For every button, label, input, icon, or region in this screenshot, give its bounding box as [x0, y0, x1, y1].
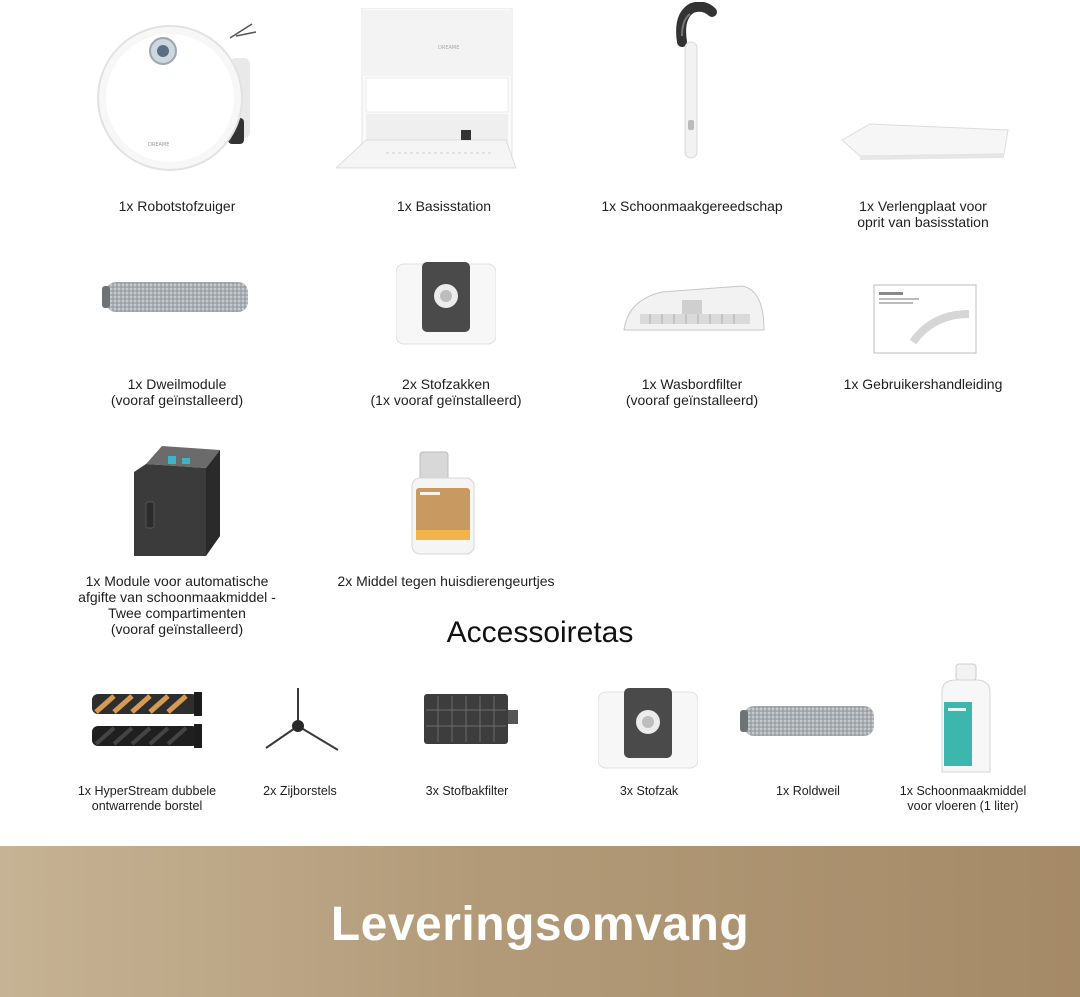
item-caption-extension-plate	[793, 198, 1053, 230]
pet-odor-bottle-image	[410, 450, 476, 556]
washboard-filter-image	[622, 282, 766, 334]
caption-line: (vooraf geïnstalleerd)	[625, 392, 759, 408]
caption-line: 2x Middel tegen huisdierengeurtjes	[337, 573, 555, 589]
dust-bag-accessory-image	[598, 688, 698, 770]
caption-line: 1x Roldweil	[776, 784, 840, 798]
caption-line: ontwarrende borstel	[91, 799, 203, 813]
item-caption-mop-module	[47, 376, 307, 408]
roller-mop-image	[740, 704, 878, 738]
caption-line: Twee compartimenten	[108, 605, 246, 621]
caption-line: (1x vooraf geïnstalleerd)	[370, 392, 522, 408]
dual-brush-image	[86, 690, 204, 750]
caption-line: 1x Schoonmaakgereedschap	[601, 198, 783, 214]
user-manual-image	[873, 284, 977, 354]
svg-text:DREAME: DREAME	[438, 45, 460, 51]
caption-line: voor vloeren (1 liter)	[907, 799, 1019, 813]
caption-line: 1x HyperStream dubbele	[77, 784, 217, 798]
dust-bag-image	[396, 262, 496, 346]
side-brushes-image	[262, 686, 342, 754]
caption-line: 2x Stofzakken	[402, 376, 490, 392]
item-caption-dust-bags	[316, 376, 576, 408]
base-station-image	[336, 8, 516, 178]
caption-line: 1x Gebruikershandleiding	[843, 376, 1003, 392]
caption-line: 1x Schoonmaakmiddel	[899, 784, 1027, 798]
item-caption-robot	[47, 198, 307, 214]
extension-plate-image	[840, 118, 1010, 164]
caption-line: 1x Dweilmodule	[127, 376, 227, 392]
item-caption-cleaning-tool	[562, 198, 822, 214]
caption-line: 1x Robotstofzuiger	[118, 198, 236, 214]
cleaning-tool-image	[660, 2, 720, 162]
detergent-module-image	[132, 444, 222, 558]
accessories-title: Accessoiretas	[446, 616, 634, 649]
bottom-banner	[0, 846, 1080, 997]
item-caption-base-station	[314, 198, 574, 214]
mop-module-image	[102, 280, 252, 316]
caption-line: 3x Stofzak	[619, 784, 679, 798]
caption-line: 1x Module voor automatische	[85, 573, 269, 589]
dustbin-filter-image	[422, 692, 520, 746]
caption-line: (vooraf geïnstalleerd)	[110, 392, 244, 408]
floor-cleaner-bottle-image	[936, 662, 996, 776]
svg-text:DREAME: DREAME	[148, 142, 170, 148]
accessory-caption-floor-cleaner	[868, 784, 1058, 814]
banner-title: Leveringsomvang	[330, 898, 750, 951]
item-caption-pet-odor	[316, 573, 576, 589]
caption-line: 3x Stofbakfilter	[425, 784, 509, 798]
caption-line: oprit van basisstation	[857, 214, 989, 230]
item-caption-washboard-filter	[562, 376, 822, 408]
item-caption-user-manual	[793, 376, 1053, 392]
robot-vacuum-image	[90, 18, 260, 178]
caption-line: 1x Wasbordfilter	[641, 376, 743, 392]
caption-line: 1x Basisstation	[396, 198, 492, 214]
caption-line: (vooraf geïnstalleerd)	[110, 621, 244, 637]
caption-line: 2x Zijborstels	[263, 784, 337, 798]
accessory-caption-dustbin-filter	[372, 784, 562, 799]
caption-line: 1x Verlengplaat voor	[859, 198, 987, 214]
accessory-caption-side-brushes	[205, 784, 395, 799]
caption-line: afgifte van schoonmaakmiddel -	[78, 589, 276, 605]
